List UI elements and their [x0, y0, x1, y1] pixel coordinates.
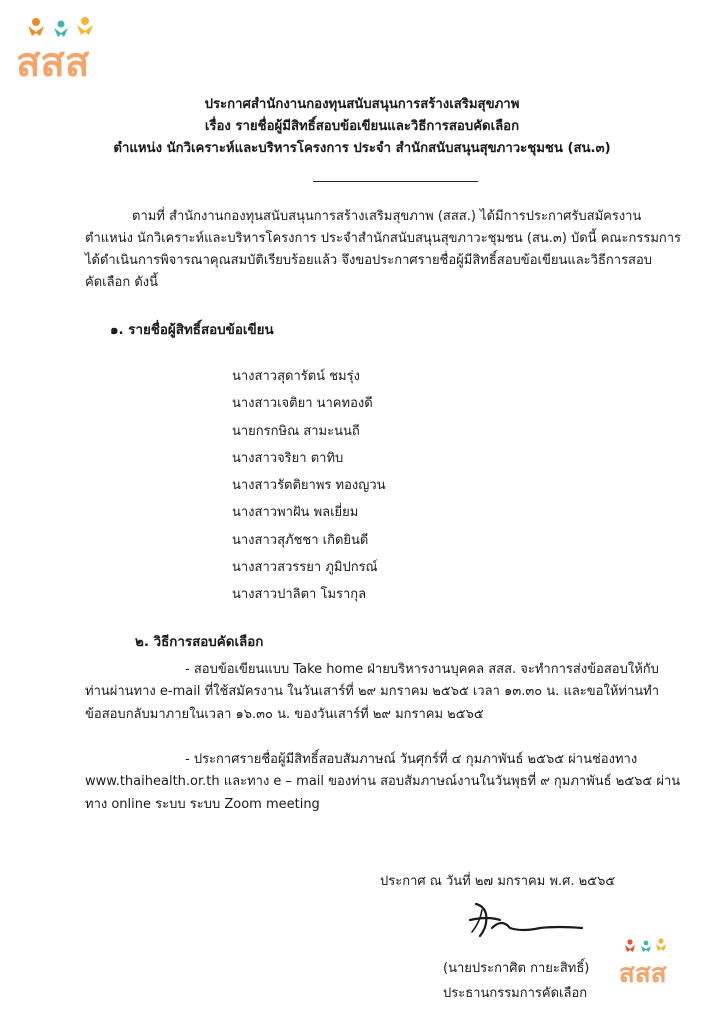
- announcement-date: ประกาศ ณ วันที่ ๒๗ มกราคม พ.ศ. ๒๕๖๕: [380, 874, 616, 889]
- header-divider: [313, 181, 478, 182]
- logo-text: สสส: [16, 40, 90, 82]
- header-line-2: เรื่อง รายชื่อผู้มีสิทธิ์สอบข้อเขียนและวิธีการสอบคัดเลือก: [204, 119, 520, 134]
- intro-paragraph: [85, 206, 697, 294]
- interview-line-1: - ประกาศรายชื่อผู้มีสิทธิ์สอบสัมภาษณ์ วันศุกร์ที่ ๔ กุมภาพันธ์ ๒๕๖๕ ผ่านช่องทาง: [185, 752, 638, 767]
- logo-text: สสส: [619, 959, 667, 986]
- exam-method-line-2: ท่านผ่านทาง e-mail ที่ใช้สมัครงาน ในวันเสาร์ที่ ๒๙ มกราคม ๒๕๖๕ เวลา ๑๓.๓๐ น. และขอให้ท่านทำ: [85, 684, 660, 700]
- candidate-name: นายกรกษิณ สามะนนถี: [232, 423, 360, 439]
- candidate-name: นางสาวสุดารัตน์ ชมรุ่ง: [232, 369, 360, 384]
- interview-line-3: ทาง online ระบบ ระบบ Zoom meeting: [85, 796, 320, 812]
- candidate-name: นางสาวเจติยา นาคทองดี: [232, 396, 373, 412]
- interview-line-2: www.thaihealth.or.th และทาง e – mail ของท่าน สอบสัมภาษณ์งานในวันพุธที่ ๙ กุมภาพันธ์ ๒๕๖๕ ผ่าน: [85, 774, 681, 790]
- candidate-name: นางสาวสวรรยา ภูมิปกรณ์: [232, 560, 378, 576]
- interview-paragraph: [85, 749, 700, 816]
- candidate-list: [232, 363, 386, 609]
- candidate-name: นางสาวจริยา ตาทิบ: [232, 450, 344, 466]
- signer-title: ประธานกรรมการคัดเลือก: [443, 986, 588, 1001]
- signer-name: (นายประกาศิต กายะสิทธิ์): [443, 961, 590, 976]
- exam-method-paragraph: [85, 659, 700, 726]
- intro-line-2: ตำแหน่ง นักวิเคราะห์และบริหารโครงการ ประจำสำนักสนับสนุนสุขภาวะชุมชน (สน.๓) บัดนี้ คณะกรรมการ: [85, 231, 682, 246]
- candidate-name: นางสาวพาฝัน พลเยี่ยม: [232, 505, 359, 521]
- thaihealth-logo: [14, 12, 124, 82]
- candidate-name: นางสาวรัตติยาพร ทองญวน: [232, 478, 386, 494]
- intro-line-4: คัดเลือก ดังนี้: [85, 275, 159, 290]
- thaihealth-logo-small: [618, 936, 688, 986]
- header-line-1: ประกาศสำนักงานกองทุนสนับสนุนการสร้างเสริมสุขภาพ: [204, 97, 520, 112]
- intro-line-1: ตามที่ สำนักงานกองทุนสนับสนุนการสร้างเสริมสุขภาพ (สสส.) ได้มีการประกาศรับสมัครงาน: [132, 209, 642, 224]
- candidate-name: นางสาวปาลิตา โมรากุล: [232, 587, 367, 603]
- intro-line-3: ได้ดำเนินการพิจารณาคุณสมบัติเรียบร้อยแล้ว จึงขอประกาศรายชื่อผู้มีสิทธิ์สอบข้อเขียนและวิธีการสอบ: [85, 253, 653, 268]
- logo-figures-icon: [28, 17, 93, 37]
- exam-method-line-1: - สอบข้อเขียนแบบ Take home ฝ่ายบริหารงานบุคคล สสส. จะทำการส่งข้อสอบให้กับ: [185, 662, 659, 677]
- section-1-title: ๑. รายชื่อผู้สิทธิ์สอบข้อเขียน: [110, 323, 274, 338]
- header-line-3: ตำแหน่ง นักวิเคราะห์และบริหารโครงการ ประจำ สำนักสนับสนุนสุขภาวะชุมชน (สน.๓): [113, 141, 611, 156]
- candidate-name: นางสาวสุภัชชา เกิดยินดี: [232, 532, 369, 548]
- logo-figures-icon: [625, 938, 666, 952]
- exam-method-line-3: ข้อสอบกลับมาภายในเวลา ๑๖.๓๐ น. ของวันเสาร์ที่ ๒๙ มกราคม ๒๕๖๕: [85, 706, 484, 722]
- announcement-header: [0, 94, 724, 160]
- section-2-title: ๒. วิธีการสอบคัดเลือก: [135, 635, 264, 650]
- handwritten-signature: [462, 898, 592, 944]
